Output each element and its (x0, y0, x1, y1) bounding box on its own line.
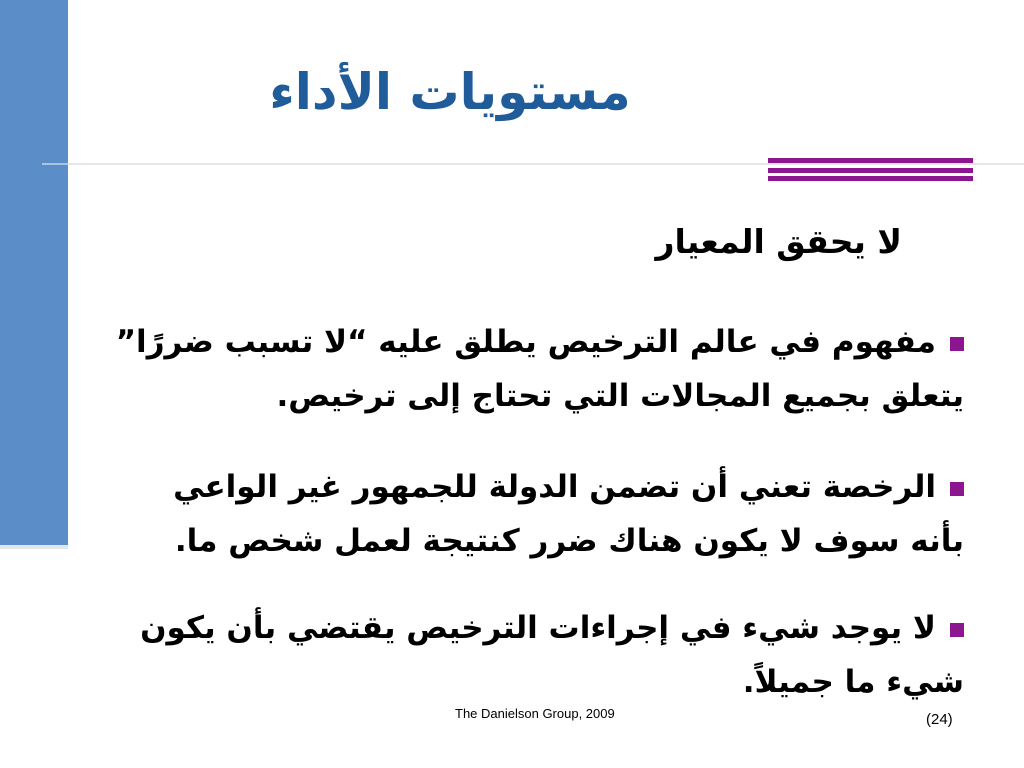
accent-line-2 (768, 168, 973, 173)
title-divider (42, 163, 1024, 165)
bullet-line (104, 460, 964, 514)
bullet-line (104, 315, 964, 369)
bullet-line (104, 601, 964, 655)
square-bullet-icon (950, 482, 964, 496)
accent-line-1 (768, 158, 973, 163)
slide-subtitle: لا يحقق المعيار (655, 222, 902, 261)
bullet-text: مفهوم في عالم الترخيص يطلق عليه “لا تسبب ضررًا” (115, 324, 936, 360)
bullet-line: يتعلق بجميع المجالات التي تحتاج إلى ترخيص. (276, 378, 964, 414)
footer-credit: The Danielson Group, 2009 (455, 706, 615, 721)
bullet-item-1 (104, 315, 964, 423)
bullet-item-3 (104, 601, 964, 709)
bullet-item-2 (104, 460, 964, 568)
title-divider-tick (42, 163, 68, 165)
square-bullet-icon (950, 623, 964, 637)
bullet-text: الرخصة تعني أن تضمن الدولة للجمهور غير الواعي (173, 469, 936, 505)
page-number: (24) (926, 711, 953, 728)
bullet-line: بأنه سوف لا يكون هناك ضرر كنتيجة لعمل شخص ما. (174, 523, 964, 559)
square-bullet-icon (950, 337, 964, 351)
accent-line-3 (768, 176, 973, 181)
left-bar-shadow (0, 545, 68, 549)
bullet-text: لا يوجد شيء في إجراءات الترخيص يقتضي بأن يكون (140, 610, 936, 646)
bullet-line: شيء ما جميلاً. (742, 664, 964, 700)
slide-title: مستويات الأداء (269, 63, 631, 121)
left-decorative-bar (0, 0, 68, 545)
